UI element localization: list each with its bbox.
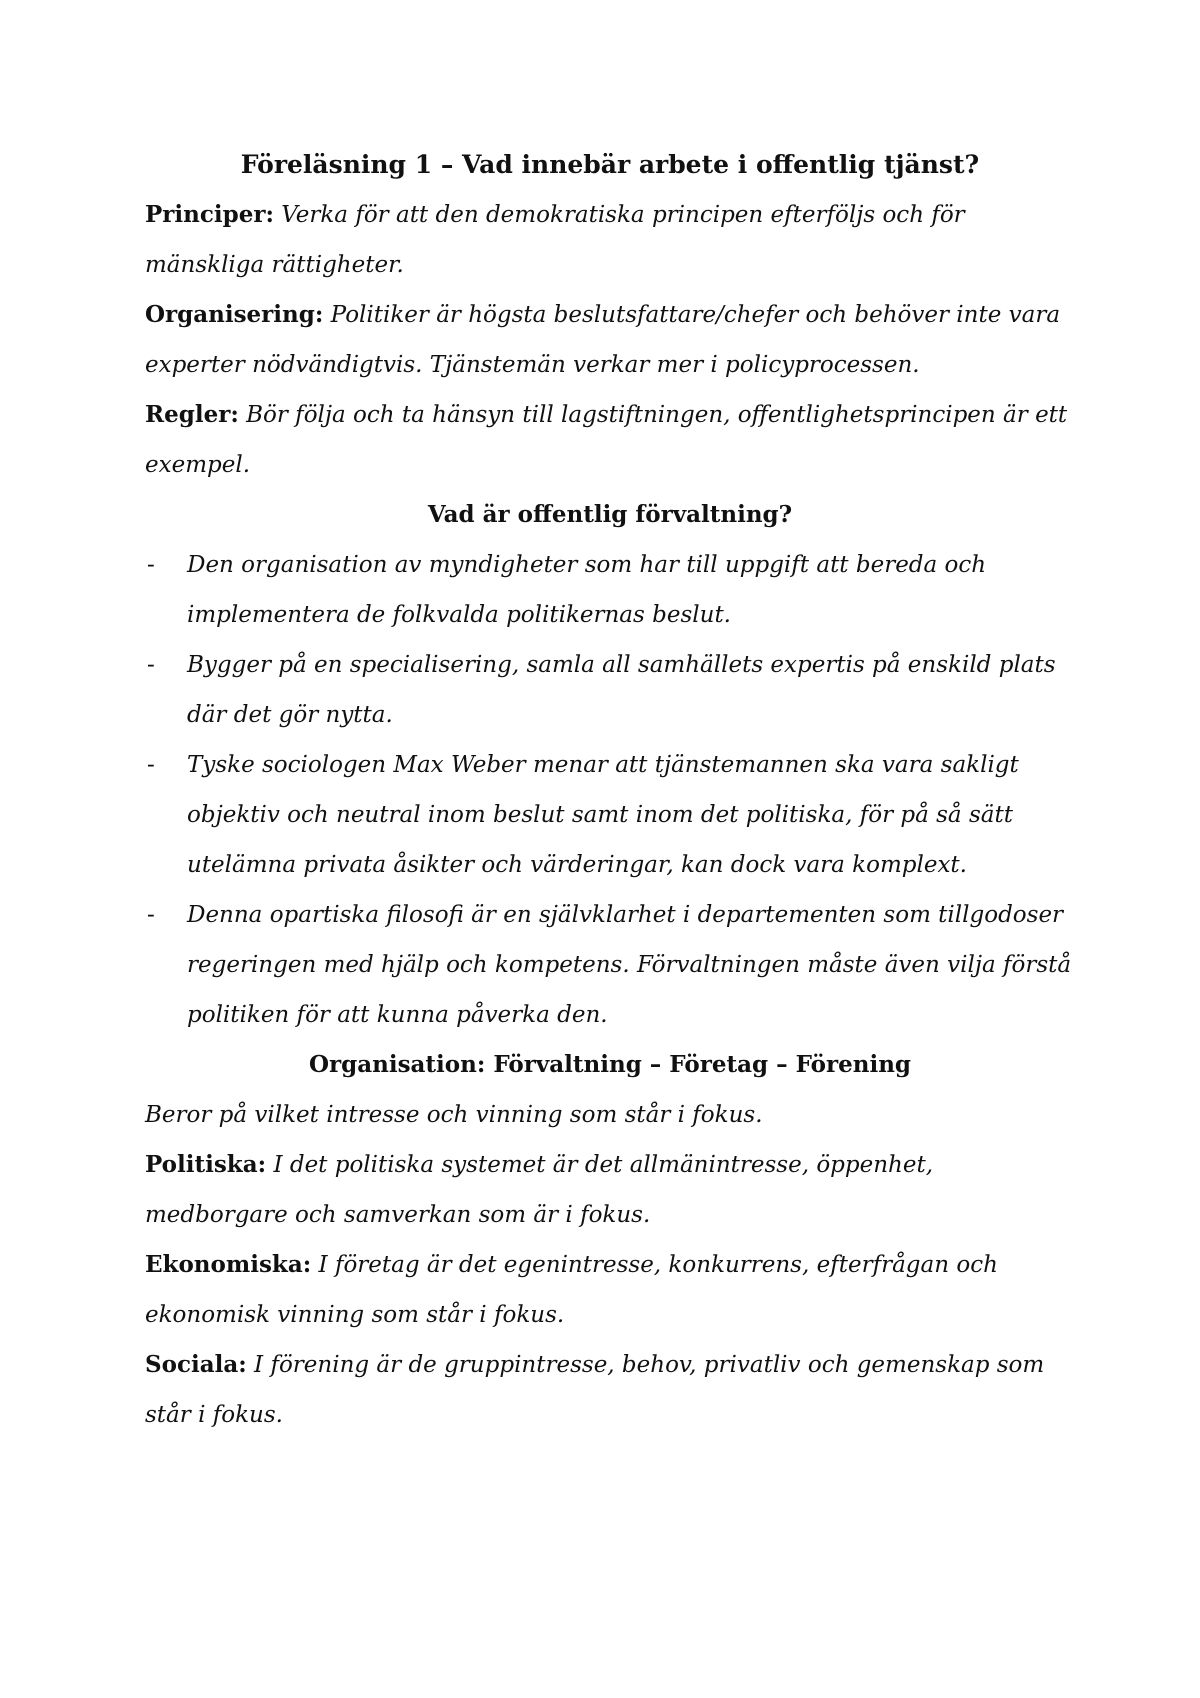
paragraph-label: Politiska: bbox=[145, 1151, 267, 1178]
paragraph-text: Verka för att den demokratiska principen efterföljs och för mänskliga rättigheter. bbox=[145, 202, 965, 278]
list-item bbox=[145, 640, 1075, 740]
paragraph-label: Sociala: bbox=[145, 1351, 247, 1378]
section-heading: Organisation: Förvaltning – Företag – Förening bbox=[308, 1051, 912, 1078]
bullet-dash: - bbox=[147, 652, 155, 678]
bullet-dash: - bbox=[147, 902, 155, 928]
paragraph-text: Bör följa och ta hänsyn till lagstiftningen, offentlighetsprincipen är ett exempel. bbox=[145, 402, 1068, 478]
paragraph-label: Regler: bbox=[145, 401, 239, 428]
organisation-paragraph bbox=[145, 290, 1075, 390]
rules-paragraph bbox=[145, 390, 1075, 490]
economic-paragraph bbox=[145, 1240, 1075, 1340]
political-paragraph bbox=[145, 1140, 1075, 1240]
list-item bbox=[145, 740, 1075, 890]
paragraph-text: I företag är det egenintresse, konkurrens, efterfrågan och ekonomisk vinning som står i fokus. bbox=[145, 1252, 998, 1328]
intro-paragraph: Beror på vilket intresse och vinning som står i fokus. bbox=[145, 1102, 763, 1128]
list-item-text: Den organisation av myndigheter som har till uppgift att bereda och implementera de folkvalda politikernas beslut. bbox=[187, 552, 987, 628]
bullet-list bbox=[145, 540, 1075, 1040]
paragraph-text: I förening är de gruppintresse, behov, privatliv och gemenskap som står i fokus. bbox=[145, 1352, 1045, 1428]
list-item-text: Denna opartiska filosofi är en självklarhet i departementen som tillgodoser regeringen med hjälp och kompetens. Förvaltningen måste även vilja förstå politiken för att kunna påverka den. bbox=[187, 902, 1072, 1028]
bullet-dash: - bbox=[147, 552, 155, 578]
principle-paragraph bbox=[145, 190, 1075, 290]
list-item-text: Bygger på en specialisering, samla all samhällets expertis på enskild plats där det gör nytta. bbox=[187, 652, 1056, 728]
paragraph-label: Organisering: bbox=[145, 301, 324, 328]
list-item-text: Tyske sociologen Max Weber menar att tjänstemannen ska vara sakligt objektiv och neutral inom beslut samt inom det politiska, för på så sätt utelämna privata åsikter och värderingar, kan dock vara komplext. bbox=[187, 752, 1019, 878]
page-title: Föreläsning 1 – Vad innebär arbete i offentlig tjänst? bbox=[240, 150, 980, 179]
paragraph-label: Ekonomiska: bbox=[145, 1251, 312, 1278]
list-item bbox=[145, 540, 1075, 640]
paragraph-label: Principer: bbox=[145, 201, 274, 228]
paragraph-text: Politiker är högsta beslutsfattare/chefer och behöver inte vara experter nödvändigtvis. Tjänstemän verkar mer i policyprocessen. bbox=[145, 302, 1061, 378]
paragraph-text: I det politiska systemet är det allmänintresse, öppenhet, medborgare och samverkan som är i fokus. bbox=[145, 1152, 934, 1228]
document-content bbox=[145, 140, 1075, 1440]
bullet-dash: - bbox=[147, 752, 155, 778]
section-heading: Vad är offentlig förvaltning? bbox=[427, 501, 793, 528]
list-item bbox=[145, 890, 1075, 1040]
social-paragraph bbox=[145, 1340, 1075, 1440]
